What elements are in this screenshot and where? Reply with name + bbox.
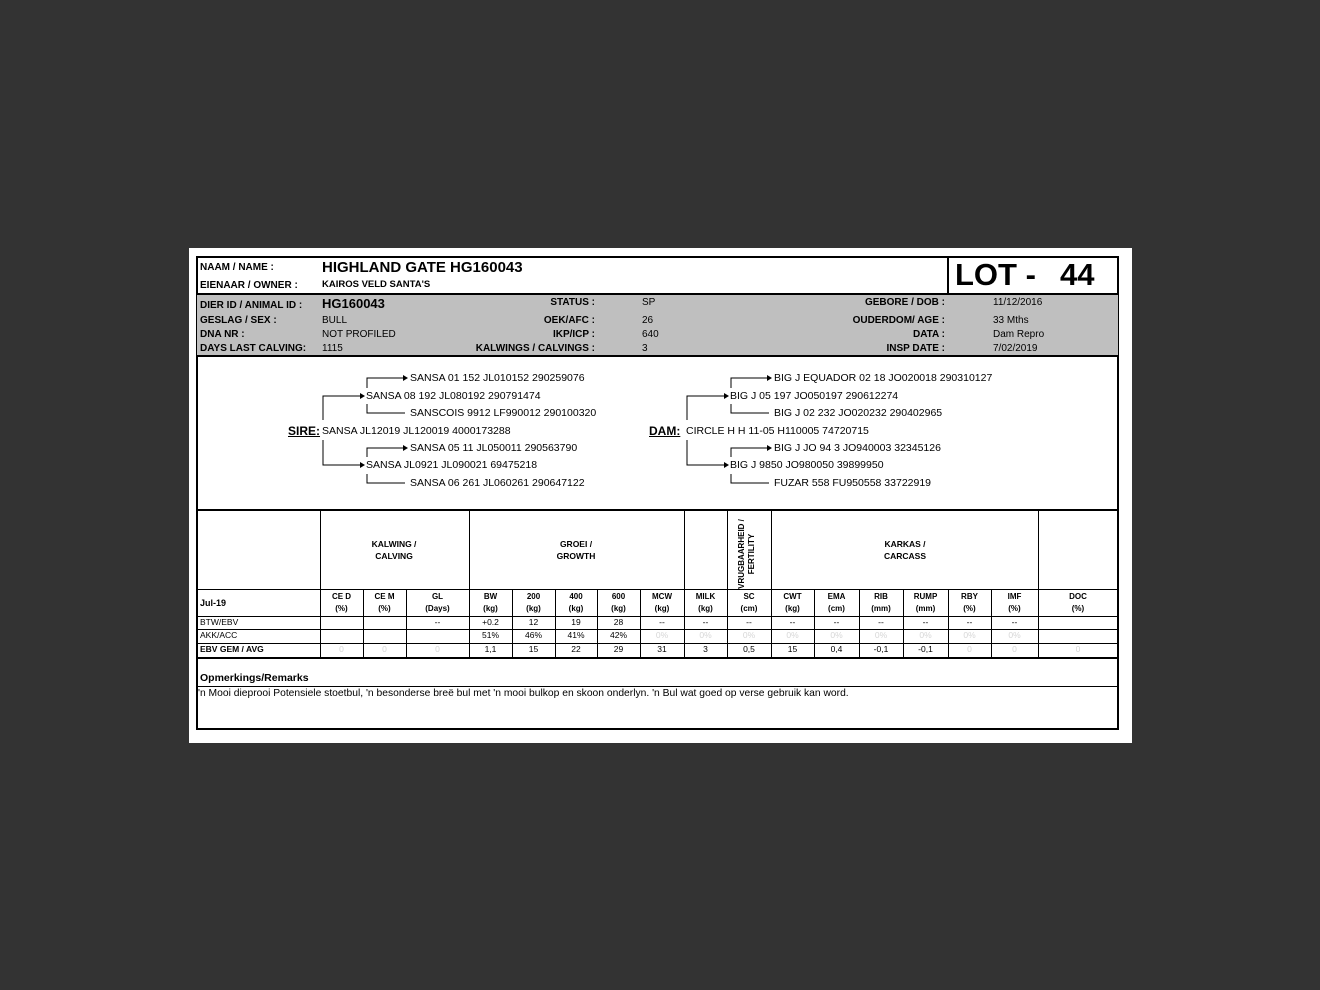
sire-dam-dam: SANSA 06 261 JL060261 290647122 bbox=[410, 477, 585, 489]
ebv-col-unit: (Days) bbox=[425, 604, 450, 613]
group-calving-label: KALWING / CALVING bbox=[371, 539, 417, 561]
ebv-col-unit: (%) bbox=[963, 604, 976, 613]
group-growth bbox=[469, 538, 683, 562]
ebv-col-name: MCW bbox=[652, 592, 672, 601]
owner-label: EIENAAR / OWNER : bbox=[200, 280, 298, 291]
sire-dam-sire: SANSA 05 11 JL050011 290563790 bbox=[410, 442, 578, 454]
ebv-cell: 0 bbox=[967, 644, 972, 654]
ebv-cell: 0 bbox=[1075, 644, 1081, 654]
days-calving-value: 1115 bbox=[322, 343, 343, 354]
ebv-cell: 42% bbox=[609, 630, 627, 640]
ebv-col-header bbox=[597, 591, 640, 615]
ebv-cell: 0% bbox=[699, 630, 712, 640]
dam-label: DAM: bbox=[649, 424, 681, 438]
ebv-col-name: RIB bbox=[874, 592, 888, 601]
ebv-cell: 0 bbox=[339, 644, 344, 654]
animal-name: HIGHLAND GATE HG160043 bbox=[322, 259, 523, 276]
ebv-col-name: MILK bbox=[695, 592, 716, 601]
ebv-cell: 0% bbox=[742, 630, 756, 640]
name-label: NAAM / NAME : bbox=[200, 262, 274, 273]
ebv-cell: 0% bbox=[830, 630, 843, 640]
ebv-col-header bbox=[512, 591, 555, 615]
ebv-cell: 19 bbox=[571, 617, 581, 627]
ebv-col-header bbox=[771, 591, 814, 615]
data-value: Dam Repro bbox=[993, 329, 1045, 340]
group-growth-label: GROEI / GROWTH bbox=[556, 539, 596, 561]
sire-sire-sire: SANSA 01 152 JL010152 290259076 bbox=[410, 372, 585, 384]
days-calving-label: DAYS LAST CALVING: bbox=[200, 343, 307, 354]
ebv-row-divider bbox=[197, 589, 1118, 590]
age-label: OUDERDOM/ AGE : bbox=[852, 315, 945, 326]
calvings-value: 3 bbox=[642, 343, 648, 354]
status-value: SP bbox=[642, 297, 656, 308]
ebv-col-name: GL bbox=[431, 592, 444, 601]
sex-value: BULL bbox=[322, 315, 348, 326]
ebv-col-unit: (kg) bbox=[785, 604, 800, 613]
sex-label: GESLAG / SEX : bbox=[200, 315, 277, 326]
ebv-cell: -- bbox=[966, 617, 973, 627]
ebv-cell: 51% bbox=[481, 630, 499, 640]
ebv-row-label: BTW/EBV bbox=[200, 617, 239, 627]
ebv-cell: -- bbox=[434, 617, 441, 627]
lot-label: LOT - bbox=[955, 257, 1036, 292]
ebv-cell: 0% bbox=[874, 630, 888, 640]
ebv-col-unit: (kg) bbox=[698, 604, 713, 613]
sire-sire: SANSA 08 192 JL080192 290791474 bbox=[366, 390, 541, 402]
ebv-col-unit: (mm) bbox=[871, 604, 891, 613]
ebv-cell: 28 bbox=[613, 617, 624, 627]
afc-label: OEK/AFC : bbox=[543, 315, 595, 326]
group-calving bbox=[320, 538, 468, 562]
ebv-cell: 22 bbox=[571, 644, 581, 654]
remarks-title: Opmerkings/Remarks bbox=[200, 672, 309, 684]
group-carcass bbox=[772, 538, 1038, 562]
ebv-col-header bbox=[320, 591, 363, 615]
ebv-cell: 12 bbox=[528, 617, 539, 627]
ebv-col-header bbox=[859, 591, 903, 615]
ebv-col-unit: (mm) bbox=[915, 604, 936, 613]
sire-name: SANSA JL12019 JL120019 4000173288 bbox=[322, 425, 511, 437]
ebv-cell: 0 bbox=[1012, 644, 1017, 654]
dam-dam-dam: FUZAR 558 FU950558 33722919 bbox=[774, 477, 932, 489]
ebv-col-name: CE M bbox=[374, 592, 395, 601]
age-value: 33 Mths bbox=[993, 315, 1029, 326]
ebv-col-name: CE D bbox=[331, 592, 352, 601]
ebv-cell: 46% bbox=[524, 630, 542, 640]
insp-value: 7/02/2019 bbox=[993, 343, 1038, 354]
ebv-col-header bbox=[1038, 591, 1118, 615]
ebv-cell: 29 bbox=[613, 644, 624, 654]
ebv-col-name: EMA bbox=[827, 592, 846, 601]
sire-label: SIRE: bbox=[288, 424, 321, 438]
owner-value: KAIROS VELD SANTA'S bbox=[322, 279, 431, 290]
ebv-cell: 0% bbox=[1008, 630, 1021, 640]
ebv-col-name: IMF bbox=[1007, 592, 1022, 601]
ebv-col-unit: (kg) bbox=[568, 604, 584, 613]
ebv-col-name: RBY bbox=[961, 592, 978, 601]
animal-id-label: DIER ID / ANIMAL ID : bbox=[200, 300, 303, 311]
dam-sire-dam: BIG J 02 232 JO020232 290402965 bbox=[774, 407, 943, 419]
lot-number: 44 bbox=[1060, 257, 1095, 292]
ebv-cell: -- bbox=[1011, 617, 1018, 627]
ebv-col-header bbox=[363, 591, 406, 615]
dob-label: GEBORE / DOB : bbox=[864, 297, 945, 308]
ebv-col-name: CWT bbox=[783, 592, 802, 601]
ebv-col-unit: (kg) bbox=[611, 604, 626, 613]
ebv-col-header bbox=[814, 591, 859, 615]
ebv-col-unit: (cm) bbox=[828, 604, 845, 613]
ebv-cell: 31 bbox=[657, 644, 667, 654]
ebv-col-unit: (kg) bbox=[526, 604, 541, 613]
ebv-cell: -0,1 bbox=[918, 644, 933, 654]
dna-label: DNA NR : bbox=[200, 329, 245, 340]
ebv-cell: -- bbox=[878, 617, 884, 627]
dam-name: CIRCLE H H 11-05 H110005 74720715 bbox=[686, 425, 869, 437]
ebv-cell: 41% bbox=[567, 630, 585, 640]
data-label: DATA : bbox=[912, 329, 945, 340]
ebv-col-unit: (%) bbox=[378, 604, 391, 613]
ebv-row-label: EBV GEM / AVG bbox=[200, 644, 264, 654]
dam-sire: BIG J 05 197 JO050197 290612274 bbox=[730, 390, 899, 402]
ebv-cell: +0.2 bbox=[482, 617, 499, 627]
ebv-cell: -- bbox=[746, 617, 752, 627]
ebv-group-divider bbox=[1038, 511, 1039, 657]
ebv-cell: 15 bbox=[787, 644, 798, 654]
dam-dam: BIG J 9850 JO980050 39899950 bbox=[730, 459, 884, 471]
ebv-cell: -- bbox=[922, 617, 929, 627]
dam-dam-sire: BIG J JO 94 3 JO940003 32345126 bbox=[774, 442, 941, 454]
icp-label: IKP/ICP : bbox=[552, 329, 595, 340]
ebv-cell: 1,1 bbox=[484, 644, 497, 654]
calvings-label: KALWINGS / CALVINGS : bbox=[475, 343, 595, 354]
sire-dam: SANSA JL0921 JL090021 69475218 bbox=[366, 459, 538, 471]
ebv-row-label: AKK/ACC bbox=[200, 630, 238, 640]
ebv-cell: 3 bbox=[703, 644, 708, 654]
icp-value: 640 bbox=[642, 329, 659, 340]
ebv-col-unit: (%) bbox=[1071, 604, 1085, 613]
ebv-col-header bbox=[555, 591, 597, 615]
ebv-cell: 0,4 bbox=[830, 644, 843, 654]
ebv-cell: 0% bbox=[655, 630, 669, 640]
insp-label: INSP DATE : bbox=[886, 343, 945, 354]
ebv-cell: 15 bbox=[528, 644, 539, 654]
ebv-col-unit: (cm) bbox=[740, 604, 758, 613]
ebv-cell: 0 bbox=[435, 644, 440, 654]
ebv-col-name: DOC bbox=[1069, 592, 1087, 601]
ebv-col-header bbox=[640, 591, 684, 615]
ebv-cell: 0% bbox=[919, 630, 932, 640]
remarks-divider bbox=[197, 686, 1118, 687]
dob-value: 11/12/2016 bbox=[993, 297, 1043, 308]
status-label: STATUS : bbox=[550, 297, 595, 308]
ebv-period: Jul-19 bbox=[200, 598, 227, 608]
ebv-col-name: RUMP bbox=[913, 592, 938, 601]
animal-id: HG160043 bbox=[322, 296, 385, 311]
ebv-cell: 0% bbox=[786, 630, 799, 640]
ebv-cell: -- bbox=[789, 617, 796, 627]
ebv-cell: 0% bbox=[963, 630, 976, 640]
ebv-col-header bbox=[991, 591, 1038, 615]
ebv-col-header bbox=[406, 591, 469, 615]
ebv-col-name: 400 bbox=[569, 592, 583, 601]
ebv-cell: -- bbox=[833, 617, 840, 627]
ebv-cell: -- bbox=[659, 617, 665, 627]
ebv-col-name: 600 bbox=[611, 592, 626, 601]
sire-sire-dam: SANSCOIS 9912 LF990012 290100320 bbox=[410, 407, 597, 419]
remarks-text: 'n Mooi dieprooi Potensiele stoetbul, 'n besonderse breë bul met 'n mooi bulkop en skoon onderlyn. 'n Bul wat goed op verse gebruik kan word. bbox=[198, 688, 849, 699]
ebv-col-name: SC bbox=[743, 592, 755, 601]
ebv-group-divider bbox=[320, 511, 321, 657]
ebv-cell: 0,5 bbox=[743, 644, 755, 654]
ebv-col-name: BW bbox=[483, 592, 498, 601]
ebv-col-header bbox=[903, 591, 948, 615]
ebv-col-unit: (%) bbox=[335, 604, 348, 613]
ebv-cell: -0,1 bbox=[873, 644, 889, 654]
ebv-cell: 0 bbox=[382, 644, 387, 654]
ebv-col-header bbox=[948, 591, 991, 615]
afc-value: 26 bbox=[642, 315, 654, 326]
ebv-col-name: 200 bbox=[526, 592, 541, 601]
ebv-col-unit: (kg) bbox=[654, 604, 670, 613]
dam-sire-sire: BIG J EQUADOR 02 18 JO020018 290310127 bbox=[774, 372, 993, 384]
ebv-col-header bbox=[469, 591, 512, 615]
group-fertility: VRUGBAARHEID / FERTILITY bbox=[737, 519, 756, 589]
remarks-divider-top bbox=[197, 658, 1118, 659]
ebv-col-header bbox=[684, 591, 727, 615]
dna-value: NOT PROFILED bbox=[322, 329, 396, 340]
ebv-cell: -- bbox=[702, 617, 709, 627]
ebv-col-unit: (%) bbox=[1008, 604, 1021, 613]
ebv-col-unit: (kg) bbox=[483, 604, 498, 613]
pedigree-divider bbox=[197, 509, 1118, 511]
group-carcass-label: KARKAS / CARCASS bbox=[883, 539, 927, 561]
